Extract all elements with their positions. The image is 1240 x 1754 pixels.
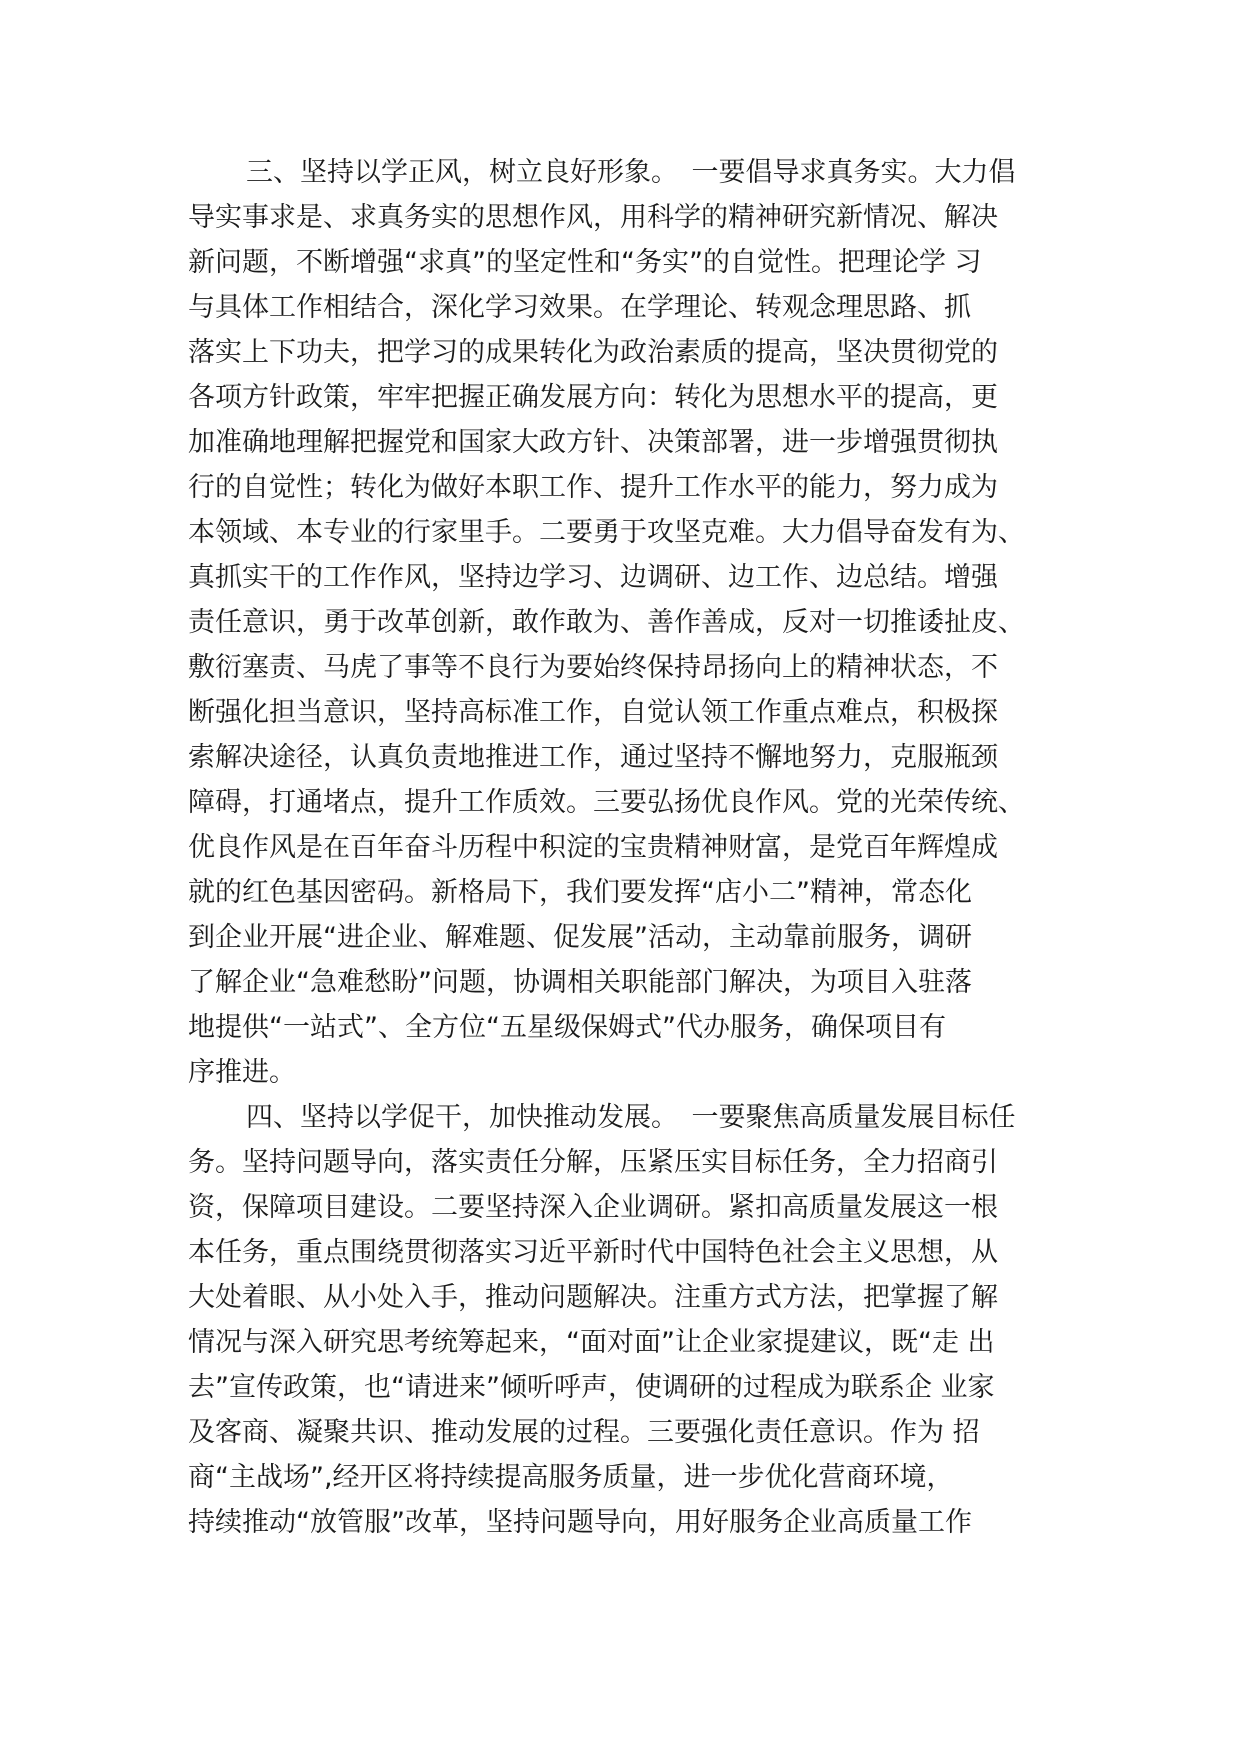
text-line: 导实事求是、求真务实的思想作风，用科学的精神研究新情况、解决 bbox=[188, 202, 998, 233]
text-line: 本任务，重点围绕贯彻落实习近平新时代中国特色社会主义思想，从 bbox=[188, 1237, 998, 1268]
document-body bbox=[188, 150, 1068, 1545]
text-line: 索解决途径，认真负责地推进工作，通过坚持不懈地努力，克服瓶颈 bbox=[188, 742, 998, 773]
text-line: 序推进。 bbox=[188, 1057, 296, 1088]
text-line: 资，保障项目建设。二要坚持深入企业调研。紧扣高质量发展这一根 bbox=[188, 1192, 998, 1223]
text-line: 到企业开展“进企业、解难题、促发展”活动，主动靠前服务，调研 bbox=[188, 922, 972, 953]
text-line: 情况与深入研究思考统筹起来，“面对面”让企业家提建议，既“走 出 bbox=[188, 1327, 995, 1358]
text-line: 优良作风是在百年奋斗历程中积淀的宝贵精神财富，是党百年辉煌成 bbox=[188, 832, 998, 863]
text-line: 敷衍塞责、马虎了事等不良行为要始终保持昂扬向上的精神状态，不 bbox=[188, 652, 998, 683]
text-line: 了解企业“急难愁盼”问题，协调相关职能部门解决，为项目入驻落 bbox=[188, 967, 972, 998]
text-line: 断强化担当意识，坚持高标准工作，自觉认领工作重点难点，积极探 bbox=[188, 697, 998, 728]
text-line: 务。坚持问题导向，落实责任分解，压紧压实目标任务，全力招商引 bbox=[188, 1147, 998, 1178]
text-line: 大处着眼、从小处入手，推动问题解决。注重方式方法，把掌握了解 bbox=[188, 1282, 998, 1313]
text-line: 就的红色基因密码。新格局下，我们要发挥“店小二”精神，常态化 bbox=[188, 877, 972, 908]
paragraph-section-three bbox=[188, 150, 1068, 1095]
text-line: 各项方针政策，牢牢把握正确发展方向：转化为思想水平的提高，更 bbox=[188, 382, 998, 413]
text-line: 落实上下功夫，把学习的成果转化为政治素质的提高，坚决贯彻党的 bbox=[188, 337, 998, 368]
text-line: 本领域、本专业的行家里手。二要勇于攻坚克难。大力倡导奋发有为、 bbox=[188, 517, 1025, 548]
text-line: 地提供“一站式”、全方位“五星级保姆式”代办服务，确保项目有 bbox=[188, 1012, 946, 1043]
text-line: 持续推动“放管服”改革，坚持问题导向，用好服务企业高质量工作 bbox=[188, 1507, 972, 1538]
text-line: 商“主战场”,经开区将持续提高服务质量，进一步优化营商环境， bbox=[188, 1462, 954, 1493]
text-line: 三、坚持以学正风，树立良好形象。 一要倡导求真务实。大力倡 bbox=[246, 157, 1016, 188]
text-line: 行的自觉性；转化为做好本职工作、提升工作水平的能力，努力成为 bbox=[188, 472, 998, 503]
text-line: 加准确地理解把握党和国家大政方针、决策部署，进一步增强贯彻执 bbox=[188, 427, 998, 458]
text-line: 与具体工作相结合，深化学习效果。在学理论、转观念理思路、抓 bbox=[188, 292, 971, 323]
text-line: 去”宣传政策，也“请进来”倾听呼声，使调研的过程成为联系企 业家 bbox=[188, 1372, 995, 1403]
text-line: 及客商、凝聚共识、推动发展的过程。三要强化责任意识。作为 招 bbox=[188, 1417, 980, 1448]
text-line: 新问题，不断增强“求真”的坚定性和“务实”的自觉性。把理论学 习 bbox=[188, 247, 982, 278]
text-line: 四、坚持以学促干，加快推动发展。 一要聚焦高质量发展目标任 bbox=[246, 1102, 1016, 1133]
text-line: 障碍，打通堵点，提升工作质效。三要弘扬优良作风。党的光荣传统、 bbox=[188, 787, 1025, 818]
paragraph-section-four bbox=[188, 1095, 1068, 1545]
text-line: 真抓实干的工作作风，坚持边学习、边调研、边工作、边总结。增强 bbox=[188, 562, 998, 593]
text-line: 责任意识，勇于改革创新，敢作敢为、善作善成，反对一切推诿扯皮、 bbox=[188, 607, 1025, 638]
